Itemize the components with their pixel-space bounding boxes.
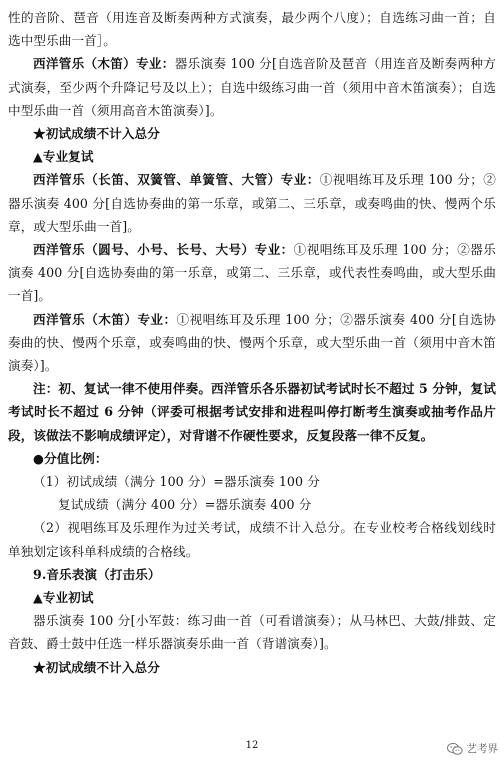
paragraph-text: ①视唱练耳及乐理 100 分；②器乐演奏 400 分[自选协奏曲的第一乐章，或第二、三乐章，或奏鸣曲的快、慢两个乐章，或大型乐曲一首]。 bbox=[8, 172, 496, 234]
section-heading: ▲专业复试 bbox=[33, 149, 94, 165]
note-paragraph: 注：初、复试一律不使用伴奏。西洋管乐各乐器初试考试时长不超过 5 分钟，复试考试时长不超过 6 分钟（评委可根据考试安排和进程叫停打断考生演奏或抽考作品片段，该做法不影响成绩评定），对背谱不作硬性要求，反复段落一律不反复。 bbox=[8, 381, 496, 443]
ratio-item: 复试成绩（满分 400 分）=器乐演奏 400 分 bbox=[58, 497, 312, 513]
section-heading: ●分值比例： bbox=[33, 450, 108, 466]
section-heading: ▲专业初试 bbox=[33, 590, 94, 606]
watermark-text: 艺考界 bbox=[466, 743, 498, 755]
section-heading: 9.音乐表演（打击乐） bbox=[33, 566, 161, 582]
section-heading: ★初试成绩不计入总分 bbox=[33, 659, 160, 675]
paragraph bbox=[8, 168, 496, 238]
paragraph-text: ①视唱练耳及乐理 100 分；②器乐演奏 400 分[自选协奏曲的第一乐章，或第二、三乐章，或代表性奏鸣曲，或大型乐曲一首]。 bbox=[8, 242, 496, 304]
paragraph-text: ①视唱练耳及乐理 100 分；②器乐演奏 400 分[自选协奏曲的快、慢两个乐章，或奏鸣曲的快、慢两个乐章，或大型乐曲一首（须用中音木笛演奏）]。 bbox=[8, 311, 496, 374]
paragraph-lead: 西洋管乐（圆号、小号、长号、大号）专业： bbox=[33, 242, 294, 258]
paragraph bbox=[8, 238, 496, 308]
document-body bbox=[8, 6, 496, 679]
section-heading: ★初试成绩不计入总分 bbox=[33, 126, 160, 142]
paragraph-lead: 西洋管乐（木笛）专业： bbox=[33, 311, 177, 327]
paragraph bbox=[8, 52, 496, 122]
wechat-icon bbox=[447, 742, 463, 756]
paragraph-text: 器乐演奏 100 分[自选音阶及琶音（用连音及断奏两种方式演奏，至少两个升降记号及以上）；自选中级练习曲一首（须用中音木笛演奏）；自选中型乐曲一首（须用高音木笛演奏）]。 bbox=[8, 56, 496, 118]
paragraph-lead: 西洋管乐（长笛、双簧管、单簧管、大管）专业： bbox=[33, 172, 320, 188]
paragraph: 性的音阶、琶音（用连音及断奏两种方式演奏，最少两个八度）；自选练习曲一首；自选中型乐曲一首］。 bbox=[8, 10, 496, 49]
paragraph: （2）视唱练耳及乐理作为过关考试，成绩不计入总分。在专业校考合格线划线时单独划定该科单科成绩的合格线。 bbox=[8, 520, 496, 559]
watermark bbox=[447, 741, 499, 756]
ratio-item: （1）初试成绩（满分 100 分）=器乐演奏 100 分 bbox=[33, 474, 320, 490]
paragraph-lead: 西洋管乐（木笛）专业： bbox=[33, 56, 175, 72]
page-number: 12 bbox=[245, 740, 259, 751]
paragraph bbox=[8, 308, 496, 378]
paragraph: 器乐演奏 100 分[小军鼓：练习曲一首（可看谱演奏）；从马林巴、大鼓/排鼓、定音鼓、爵士鼓中任选一样乐器演奏乐曲一首（背谱演奏）]。 bbox=[8, 613, 496, 652]
